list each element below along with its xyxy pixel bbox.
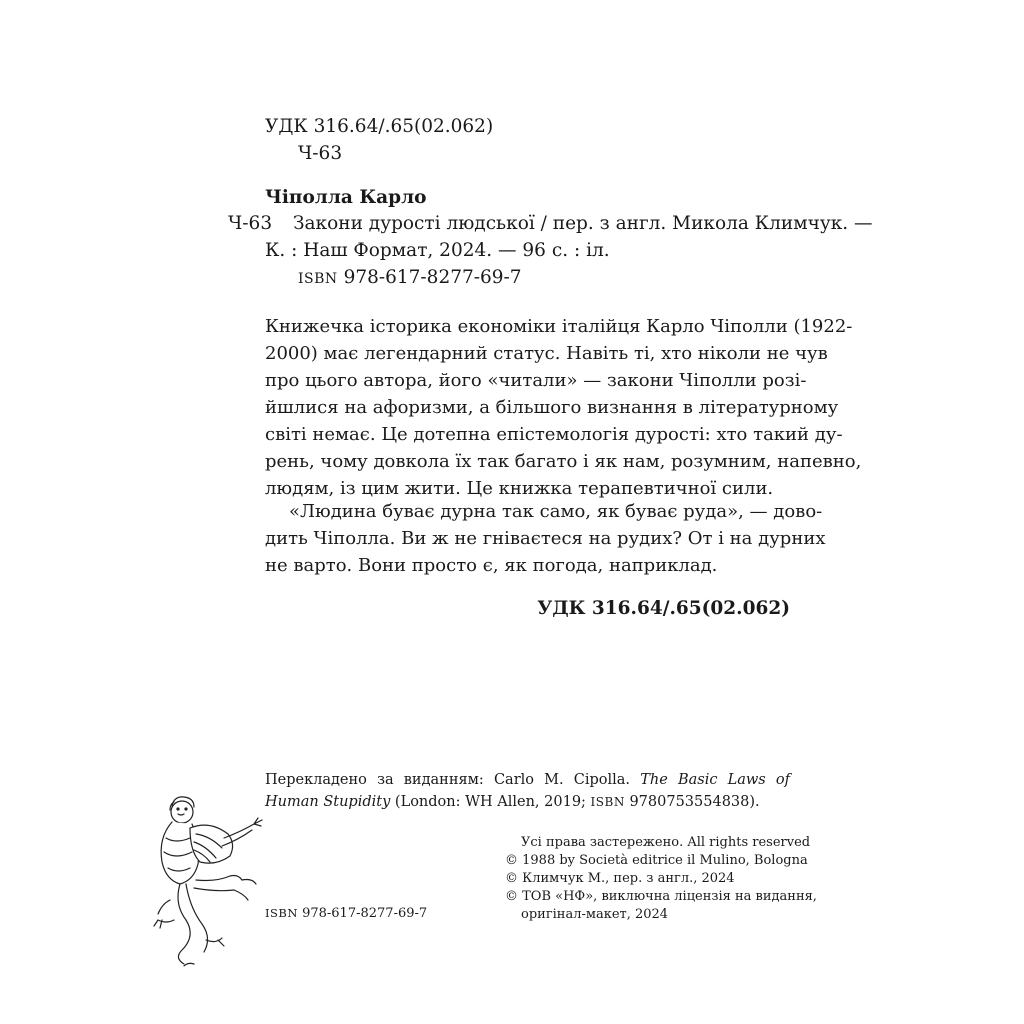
catalog-title-line: Закони дурості людської / пер. з англ. Микола Климчук. — [293, 213, 873, 234]
annotation-line: світі немає. Це дотепна епістемологія дурості: хто такий ду- [265, 424, 843, 445]
isbn-value: 978-617-8277-69-7 [343, 267, 522, 288]
original-title-part2: Stupidity [323, 794, 391, 810]
annotation-line: дить Чіполла. Ви ж не гніваєтеся на рудих? От і на дурних [265, 528, 826, 549]
translation-isbn-label: ISBN [590, 795, 625, 809]
annotation-line: людям, із цим жити. Це книжка терапевтичної сили. [265, 478, 774, 499]
catalog-mark: Ч-63 [228, 213, 273, 234]
catalog-isbn [298, 267, 522, 288]
isbn-bottom-value: 978-617-8277-69-7 [302, 906, 428, 921]
rights-line: © ТОВ «НФ», виключна ліцензія на видання, [505, 889, 817, 904]
translation-suffix-start: (London: WH Allen, 2019; [394, 794, 586, 810]
annotation-line: «Людина буває дурна так само, як буває руда», — дово- [289, 501, 823, 522]
translation-suffix-end: 9780753554838). [629, 794, 760, 810]
annotation-line: Книжечка історика економіки італійця Карло Чіполли (1922- [265, 316, 853, 337]
jester-figure-illustration [150, 790, 270, 970]
rights-line: © Климчук М., пер. з англ., 2024 [505, 871, 735, 886]
annotation-line: не варто. Вони просто є, як погода, наприклад. [265, 555, 718, 576]
isbn-label: ISBN [298, 271, 338, 287]
catalog-publisher-line: К. : Наш Формат, 2024. — 96 с. : іл. [265, 240, 610, 261]
isbn-bottom-label: ISBN [265, 906, 298, 920]
author-name: Чіполла Карло [265, 187, 427, 208]
rights-line: оригінал-макет, 2024 [521, 907, 669, 922]
annotation-line: про цього автора, його «читали» — закони Чіполли розі- [265, 370, 807, 391]
annotation-line: 2000) має легендарний статус. Навіть ті, хто ніколи не чув [265, 343, 828, 364]
udk-top: УДК 316.64/.65(02.062) [265, 116, 494, 137]
annotation-line: йшлися на афоризми, а більшого визнання в літературному [265, 397, 839, 418]
rights-line: © 1988 by Società editrice il Mulino, Bologna [505, 853, 808, 868]
annotation-line: рень, чому довкола їх так багато і як нам, розумним, напевно, [265, 451, 862, 472]
author-mark: Ч-63 [298, 143, 343, 164]
translation-prefix: Перекладено за виданням: Carlo M. Cipolla. [265, 772, 631, 788]
udk-bottom: УДК 316.64/.65(02.062) [537, 598, 790, 619]
rights-line: Усі права застережено. All rights reserved [521, 835, 811, 850]
original-title-part1: The Basic Laws of Human [265, 772, 790, 810]
translation-note [265, 769, 790, 813]
isbn-bottom [265, 906, 427, 921]
